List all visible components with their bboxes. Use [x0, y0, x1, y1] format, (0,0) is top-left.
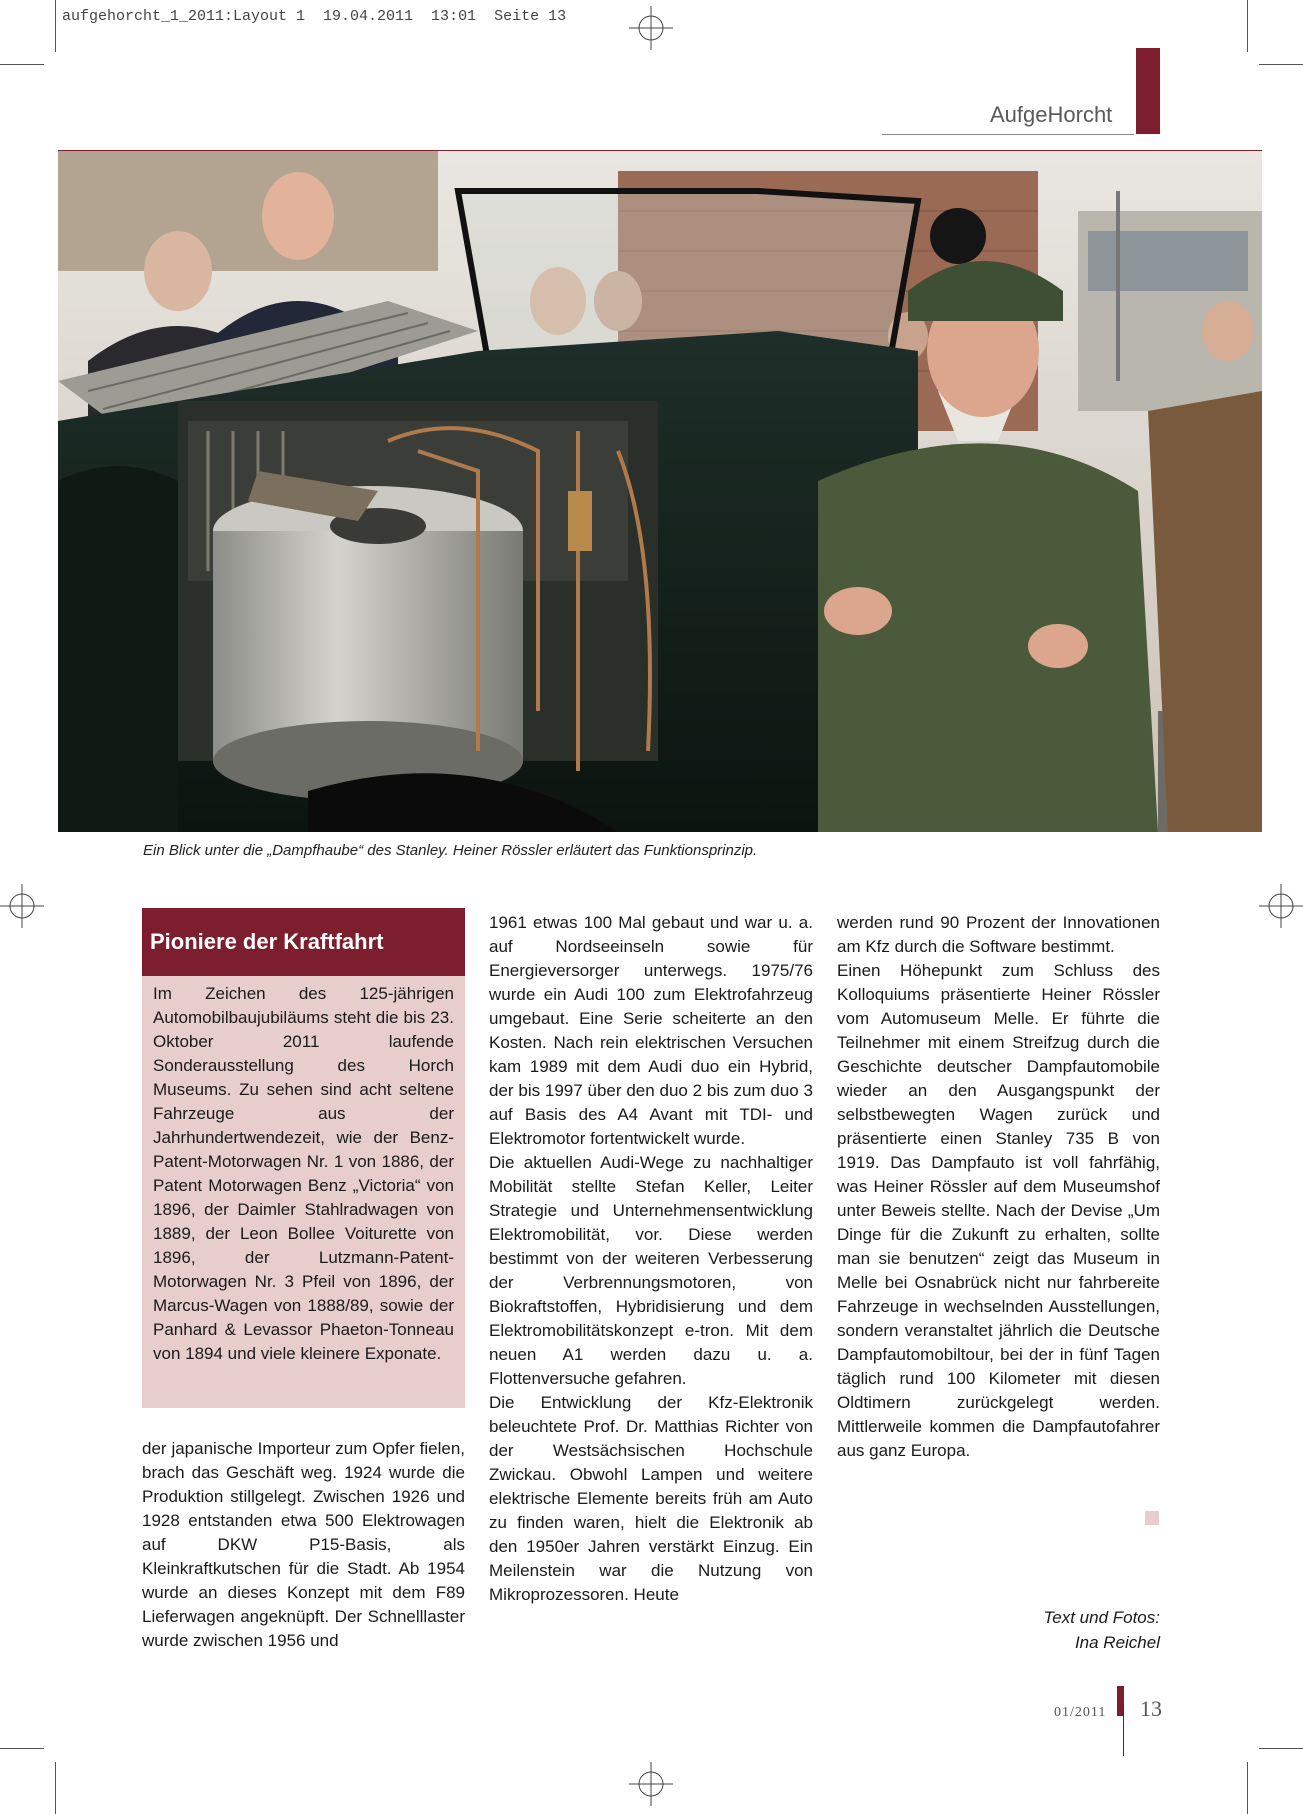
crop-mark: [1247, 1762, 1248, 1814]
registration-mark-icon: [629, 1762, 673, 1806]
footer-rule: [1123, 1704, 1124, 1756]
issue-number: 01/2011: [1054, 1705, 1107, 1720]
crop-mark: [1259, 64, 1303, 65]
sidebar-box: [142, 976, 465, 1408]
steam-car-photo: [58, 151, 1262, 832]
paragraph: Einen Höhepunkt zum Schluss des Kolloquiums präsentierte Heiner Rössler vom Automuseum Melle. Er führte die Teilnehmer mit einem Streifzug durch die Geschichte deutscher Dampfautomobile wieder an den Ausgangspunkt der selbstbewegten Wagen zurück und präsentierte einen Stanley 735 B von 1919. Das Dampfauto ist voll fahrfähig, was Heiner Rössler auf dem Museumshof unter Beweis stellte. Nach der Devise „Um Dinge für die Zukunft zu erhalten, sollte man sie benutzen“ zeigt das Museum in Melle bei Osnabrück nicht nur fahrbereite Fahrzeuge in wechselnden Ausstellungen, sondern veranstaltet jährlich die Deutsche Dampfautomobiltour, bei der in fünf Tagen täglich rund 100 Kilometer mit diesen Oldtimern zurückgelegt werden. Mittlerweile kommen die Dampfautofahrer aus ganz Europa.: [837, 961, 1160, 1460]
steam-car-photo-illustration: [58, 151, 1262, 832]
article-column-1: [142, 1437, 465, 1653]
sidebar-text: Im Zeichen des 125-jährigen Automobilbaujubiläums steht die bis 23. Oktober 2011 laufende Sonderausstellung des Horch Museums. Zu sehen sind acht seltene Fahrzeuge aus der Jahrhundertwendezeit, wie der Benz-Patent-Motorwagen Nr. 1 von 1886, der Patent Motorwagen Benz „Victoria“ von 1896, der Daimler Stahlradwagen von 1889, der Leon Bollee Voiturette von 1896, der Lutzmann-Patent-Motorwagen Nr. 3 Pfeil von 1896, der Marcus-Wagen von 1888/89, sowie der Panhard & Levassor Phaeton-Tonneau von 1894 und viele kleinere Exponate.: [153, 984, 454, 1363]
photo-credit: [980, 1605, 1160, 1655]
credit-author: Ina Reichel: [1074, 1633, 1160, 1652]
page-number: 13: [1140, 1696, 1162, 1721]
crop-mark: [1259, 1748, 1303, 1749]
crop-mark: [0, 1748, 44, 1749]
credit-label: Text und Fotos:: [1043, 1608, 1160, 1627]
print-slug: aufgehorcht_1_2011:Layout 1 19.04.2011 13:01 Seite 13: [62, 8, 567, 25]
paragraph: 1961 etwas 100 Mal gebaut und war u. a. auf Nordseeinseln sowie für Energieversorger unterwegs. 1975/76 wurde ein Audi 100 zum Elektrofahrzeug umgebaut. Eine Serie scheiterte an den Kosten. Nach rein elektrischen Versuchen kam 1989 mit dem Audi duo ein Hybrid, der bis 1997 über den duo 2 bis zum duo 3 auf Basis des A4 Avant mit TDI- und Elektromotor fortentwickelt wurde.: [489, 913, 813, 1148]
photo-caption: Ein Blick unter die „Dampfhaube“ des Stanley. Heiner Rössler erläutert das Funktionsprinzip.: [143, 842, 758, 859]
paragraph: Die aktuellen Audi-Wege zu nachhaltiger Mobilität stellte Stefan Keller, Leiter Strategie und Unternehmensentwicklung Elektromobilität, vor. Diese werden bestimmt von der weiteren Verbesserung der Verbrennungsmotoren, von Biokraftstoffen, Hybridisierung und dem Elektromobilitätskonzept e-tron. Mit dem neuen A1 werden dazu u. a. Flottenversuche gefahren.: [489, 1153, 813, 1388]
header-accent-bar: [1136, 48, 1160, 134]
article-column-2: [489, 911, 813, 1607]
end-of-article-marker: [1145, 1511, 1159, 1525]
registration-mark-icon: [0, 884, 44, 928]
sidebar-header: [142, 908, 465, 976]
section-title: AufgeHorcht: [990, 102, 1113, 127]
crop-mark: [55, 0, 56, 52]
article-column-3: [837, 911, 1160, 1463]
crop-mark: [55, 1762, 56, 1814]
header-rule: [882, 134, 1134, 135]
registration-mark-icon: [629, 6, 673, 50]
crop-mark: [1247, 0, 1248, 52]
registration-mark-icon: [1259, 884, 1303, 928]
crop-mark: [0, 64, 44, 65]
paragraph: werden rund 90 Prozent der Innovationen am Kfz durch die Software bestimmt.: [837, 913, 1160, 956]
paragraph: der japanische Importeur zum Opfer fielen, brach das Geschäft weg. 1924 wurde die Produktion stillgelegt. Zwischen 1926 und 1928 entstanden etwa 500 Elektrowagen auf DKW P15-Basis, als Kleinkraftkutschen für die Stadt. Ab 1954 wurde an dieses Konzept mit dem F89 Lieferwagen angeknüpft. Der Schnelllaster wurde zwischen 1956 und: [142, 1439, 465, 1650]
sidebar-title: Pioniere der Kraftfahrt: [150, 929, 384, 954]
paragraph: Die Entwicklung der Kfz-Elektronik beleuchtete Prof. Dr. Matthias Richter von der Westsächsischen Hochschule Zwickau. Obwohl Lampen und weitere elektrische Elemente bereits früh am Auto zu finden waren, hielt die Elektronik ab den 1950er Jahren verstärkt Einzug. Ein Meilenstein war die Nutzung von Mikroprozessoren. Heute: [489, 1393, 813, 1604]
